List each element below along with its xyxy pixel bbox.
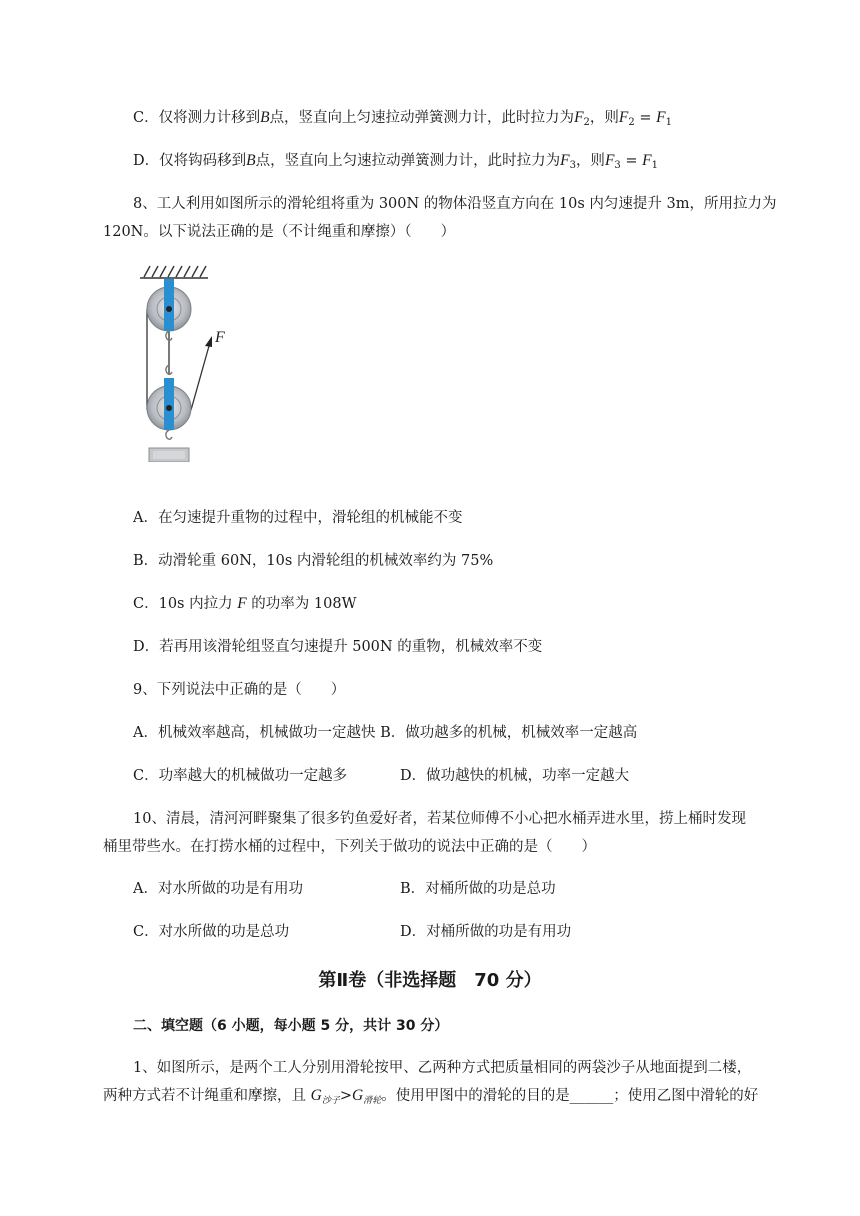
q10-option-c: C．对水所做的功是总功 (133, 924, 290, 940)
q8-stem-line1: 8、工人利用如图所示的滑轮组将重为 300N 的物体沿竖直方向在 10s 内匀速提升 3m，所用拉力为 (133, 196, 777, 212)
fill1-line1: 1、如图所示，是两个工人分别用滑轮按甲、乙两种方式把质量相同的两袋沙子从地面提到二楼， (133, 1060, 752, 1076)
weight-block (149, 448, 189, 462)
q8-option-b: B．动滑轮重 60N，10s 内滑轮组的机械效率约为 75% (133, 553, 494, 569)
section-heading: 二、填空题（6 小题，每小题 5 分，共计 30 分） (133, 1018, 449, 1034)
q10-option-d: D．对桶所做的功是有用功 (400, 924, 572, 940)
ceiling-hatch (140, 266, 208, 278)
q9-option-c: C．功率越大的机械做功一定越多 (133, 768, 348, 784)
q9-option-d: D．做功越快的机械，功率一定越大 (400, 768, 630, 784)
q10-stem-line2: 桶里带些水。在打捞水桶的过程中，下列关于做功的说法中正确的是（ ） (103, 839, 596, 855)
q9-options-ab: A．机械效率越高，机械做功一定越快 B．做功越多的机械，机械效率一定越高 (133, 725, 638, 741)
q7-option-d: D．仅将钩码移到B点，竖直向上匀速拉动弹簧测力计，此时拉力为$F_3$，则$F_3 = F_1$ (133, 152, 658, 171)
section-title: 第Ⅱ卷（非选择题 70 分） (318, 970, 542, 991)
q9-stem: 9、下列说法中正确的是（ ） (133, 682, 346, 698)
pulley-figure (135, 262, 245, 462)
force-arrow (205, 336, 212, 347)
q8-option-c: C．10s 内拉力 F 的功率为 108W (133, 595, 357, 612)
q8-option-d: D．若再用该滑轮组竖直匀速提升 500N 的重物，机械效率不变 (133, 639, 543, 655)
q7-option-c: C．仅将测力计移到B点，竖直向上匀速拉动弹簧测力计，此时拉力为$F_2$，则$F_2 = F_1$ (133, 109, 672, 128)
point-b-label: B (260, 109, 270, 126)
force-label: F (215, 329, 225, 346)
q10-option-a: A．对水所做的功是有用功 (133, 881, 303, 897)
fill1-line2: 两种方式若不计绳重和摩擦，且 $G_{沙子}>G_{滑轮}$。使用甲图中的滑轮的目的是______；使用乙图中滑轮的好 (103, 1087, 759, 1106)
q10-option-b: B．对桶所做的功是总功 (400, 881, 556, 897)
q10-stem-line1: 10、清晨，清河河畔聚集了很多钓鱼爱好者，若某位师傅不小心把水桶弄进水里，捞上桶时发现 (133, 811, 746, 827)
q8-stem-line2: 120N。以下说法正确的是（不计绳重和摩擦）（ ） (103, 224, 456, 240)
answer-blank[interactable]: ______ (569, 1088, 614, 1104)
q8-option-a: A．在匀速提升重物的过程中，滑轮组的机械能不变 (133, 510, 463, 526)
fixed-pulley (147, 279, 191, 340)
movable-pulley (147, 365, 191, 439)
